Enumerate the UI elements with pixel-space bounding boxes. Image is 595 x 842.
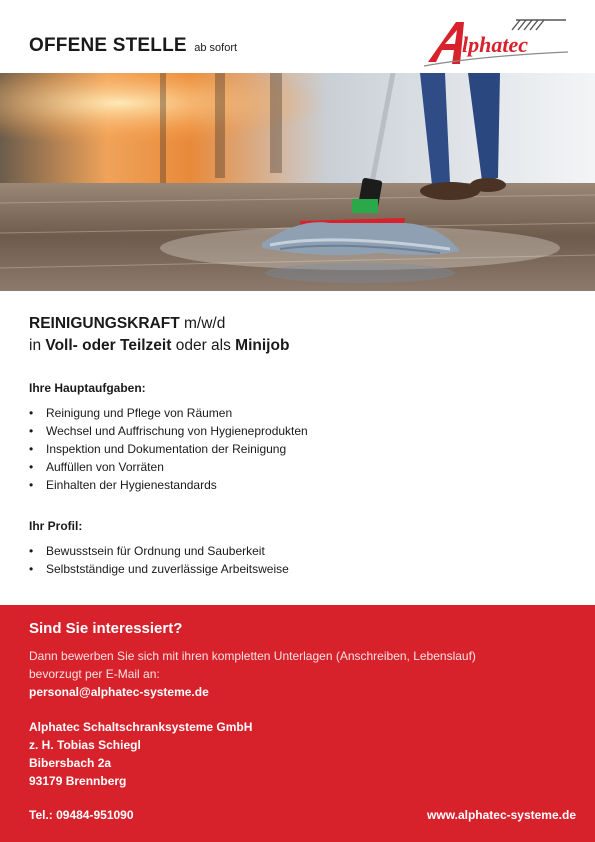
job-title-line1: [29, 313, 289, 335]
profile-list: [29, 542, 289, 578]
tasks-heading: Ihre Hauptaufgaben:: [29, 381, 146, 395]
contact-text-line2: bevorzugt per E-Mail an:: [29, 667, 160, 681]
logo-text: lphatec: [462, 32, 528, 57]
job-title: [29, 313, 289, 357]
job-title-bold: REINIGUNGSKRAFT: [29, 315, 180, 332]
alphatec-logo-graphic: [420, 12, 570, 74]
contact-text: [29, 647, 569, 683]
line2-prefix: in: [29, 337, 46, 354]
list-item: • Selbstständige und zuverlässige Arbeitsweise: [29, 560, 289, 578]
street: Bibersbach 2a: [29, 756, 112, 770]
contact-box: [0, 605, 595, 842]
contact-question: Sind Sie interessiert?: [29, 620, 183, 637]
website-link[interactable]: www.alphatec-systeme.de: [427, 808, 576, 822]
profile-heading: Ihr Profil:: [29, 519, 83, 533]
job-title-line2: [29, 335, 289, 357]
mop-photo: [0, 73, 595, 291]
tasks-list: [29, 404, 308, 494]
list-item: • Bewusstsein für Ordnung und Sauberkeit: [29, 542, 289, 560]
list-item: • Auffüllen von Vorräten: [29, 458, 308, 476]
email-link[interactable]: personal@alphatec-systeme.de: [29, 685, 209, 699]
headline: [29, 35, 237, 57]
list-item: • Wechsel und Auffrischung von Hygieneprodukten: [29, 422, 308, 440]
list-item: • Einhalten der Hygienestandards: [29, 476, 308, 494]
contact-text-line1: Dann bewerben Sie sich mit ihren kompletten Unterlagen (Anschreiben, Lebenslauf): [29, 649, 476, 663]
job-title-suffix: m/w/d: [179, 315, 226, 332]
list-item: • Inspektion und Dokumentation der Reinigung: [29, 440, 308, 458]
contact-person: z. H. Tobias Schiegl: [29, 738, 141, 752]
company-address: [29, 718, 252, 790]
city: 93179 Brennberg: [29, 774, 127, 788]
header: [0, 0, 595, 73]
phone-number[interactable]: Tel.: 09484-951090: [29, 808, 134, 822]
mop-photo-graphic: [0, 73, 595, 291]
list-item: • Reinigung und Pflege von Räumen: [29, 404, 308, 422]
headline-suffix: ab sofort: [194, 42, 238, 54]
headline-title: OFFENE STELLE: [29, 35, 187, 56]
minijob-label: Minijob: [235, 337, 290, 354]
employment-type: Voll- oder Teilzeit: [45, 337, 172, 354]
alphatec-logo: [420, 12, 570, 74]
company-name: Alphatec Schaltschranksysteme GmbH: [29, 720, 253, 734]
line2-mid: oder als: [171, 337, 236, 354]
